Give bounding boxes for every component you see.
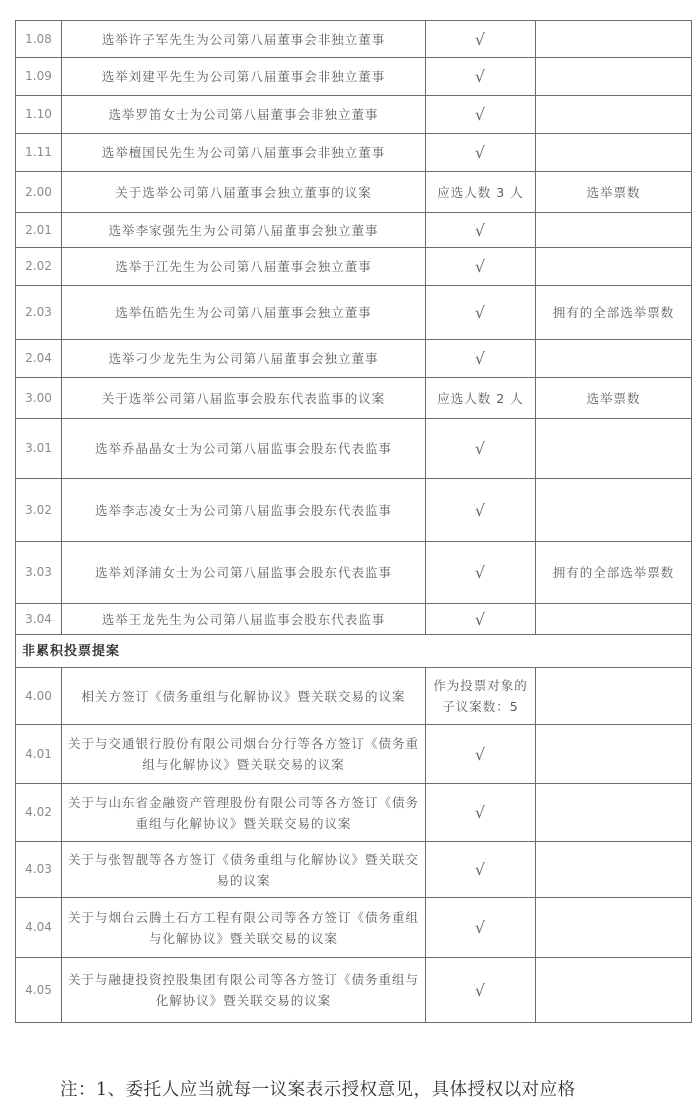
- proposal-name: 关于选举公司第八届监事会股东代表监事的议案: [62, 378, 426, 419]
- check-mark: √: [426, 213, 536, 248]
- vote-count-cell: [536, 248, 692, 286]
- proposal-table: [15, 20, 692, 1023]
- check-mark: √: [426, 479, 536, 542]
- proposal-number: 4.01: [16, 725, 62, 784]
- proposal-row: [16, 21, 692, 58]
- proposal-name: 选举伍皓先生为公司第八届董事会独立董事: [62, 286, 426, 340]
- proposal-name: 关于与融捷投资控股集团有限公司等各方签订《债务重组与化解协议》暨关联交易的议案: [62, 958, 426, 1023]
- proposal-number: 2.04: [16, 340, 62, 378]
- proposal-name: 选举刁少龙先生为公司第八届董事会独立董事: [62, 340, 426, 378]
- vote-count-cell: [536, 134, 692, 172]
- proposal-name: 选举李志凌女士为公司第八届监事会股东代表监事: [62, 479, 426, 542]
- proposal-name: 关于选举公司第八届董事会独立董事的议案: [62, 172, 426, 213]
- proposal-row: [16, 286, 692, 340]
- proposal-number: 1.09: [16, 58, 62, 96]
- proposal-name: 选举檀国民先生为公司第八届董事会非独立董事: [62, 134, 426, 172]
- proposal-name: 关于与烟台云腾土石方工程有限公司等各方签订《债务重组与化解协议》暨关联交易的议案: [62, 898, 426, 958]
- proposal-row: [16, 668, 692, 725]
- proposal-name: 关于与山东省金融资产管理股份有限公司等各方签订《债务重组与化解协议》暨关联交易的议案: [62, 784, 426, 842]
- check-mark: √: [426, 842, 536, 898]
- proposal-name: 选举刘泽浦女士为公司第八届监事会股东代表监事: [62, 542, 426, 604]
- proposal-number: 3.02: [16, 479, 62, 542]
- proposal-number: 3.04: [16, 604, 62, 635]
- proposal-name: 相关方签订《债务重组与化解协议》暨关联交易的议案: [62, 668, 426, 725]
- proposal-row: [16, 725, 692, 784]
- vote-count-cell: [536, 898, 692, 958]
- vote-count-cell: 选举票数: [536, 378, 692, 419]
- proposal-row: [16, 96, 692, 134]
- proposal-number: 2.01: [16, 213, 62, 248]
- proposal-number: 2.03: [16, 286, 62, 340]
- proposal-name: 关于与张智靓等各方签订《债务重组与化解协议》暨关联交易的议案: [62, 842, 426, 898]
- proposal-number: 4.04: [16, 898, 62, 958]
- vote-count-cell: [536, 842, 692, 898]
- vote-count-cell: [536, 668, 692, 725]
- check-mark: √: [426, 784, 536, 842]
- footnote: 注：1、委托人应当就每一议案表示授权意见，具体授权以对应格: [60, 1080, 576, 1100]
- proposal-number: 4.05: [16, 958, 62, 1023]
- check-mark: √: [426, 96, 536, 134]
- check-mark: √: [426, 58, 536, 96]
- vote-count-cell: 选举票数: [536, 172, 692, 213]
- proposal-name: 关于与交通银行股份有限公司烟台分行等各方签订《债务重组与化解协议》暨关联交易的议案: [62, 725, 426, 784]
- proposal-row: [16, 842, 692, 898]
- vote-count-cell: 拥有的全部选举票数: [536, 542, 692, 604]
- proposal-name: 选举罗笛女士为公司第八届董事会非独立董事: [62, 96, 426, 134]
- vote-count-cell: [536, 340, 692, 378]
- vote-count-cell: [536, 213, 692, 248]
- proposal-row: [16, 419, 692, 479]
- proposal-name: 选举许子军先生为公司第八届董事会非独立董事: [62, 21, 426, 58]
- vote-count-cell: [536, 958, 692, 1023]
- check-mark: √: [426, 340, 536, 378]
- check-mark: √: [426, 419, 536, 479]
- vote-count-cell: [536, 479, 692, 542]
- check-mark: √: [426, 542, 536, 604]
- proposal-number: 4.00: [16, 668, 62, 725]
- proposal-name: 选举刘建平先生为公司第八届董事会非独立董事: [62, 58, 426, 96]
- proposal-row: [16, 134, 692, 172]
- proposal-row: [16, 340, 692, 378]
- proposal-row: [16, 958, 692, 1023]
- proposal-row: [16, 542, 692, 604]
- section-label: 非累积投票提案: [16, 635, 692, 668]
- check-mark: √: [426, 286, 536, 340]
- proposal-row: [16, 604, 692, 635]
- proposal-number: 1.11: [16, 134, 62, 172]
- proposal-row: [16, 378, 692, 419]
- proposal-row: [16, 898, 692, 958]
- check-mark: √: [426, 134, 536, 172]
- candidate-count: 作为投票对象的子议案数：5: [426, 668, 536, 725]
- check-mark: √: [426, 604, 536, 635]
- proposal-row: [16, 58, 692, 96]
- proposal-row: [16, 784, 692, 842]
- proposal-name: 选举乔晶晶女士为公司第八届监事会股东代表监事: [62, 419, 426, 479]
- check-mark: √: [426, 725, 536, 784]
- proposal-number: 3.01: [16, 419, 62, 479]
- proposal-number: 1.10: [16, 96, 62, 134]
- proposal-number: 4.02: [16, 784, 62, 842]
- candidate-count: 应选人数 3 人: [426, 172, 536, 213]
- vote-count-cell: [536, 725, 692, 784]
- proposal-name: 选举李家强先生为公司第八届董事会独立董事: [62, 213, 426, 248]
- proposal-number: 3.00: [16, 378, 62, 419]
- proposal-number: 2.02: [16, 248, 62, 286]
- check-mark: √: [426, 248, 536, 286]
- candidate-count: 应选人数 2 人: [426, 378, 536, 419]
- proposal-number: 4.03: [16, 842, 62, 898]
- proposal-number: 1.08: [16, 21, 62, 58]
- proposal-name: 选举王龙先生为公司第八届监事会股东代表监事: [62, 604, 426, 635]
- vote-count-cell: [536, 784, 692, 842]
- vote-count-cell: [536, 604, 692, 635]
- proposal-number: 3.03: [16, 542, 62, 604]
- proposal-row: [16, 248, 692, 286]
- check-mark: √: [426, 21, 536, 58]
- proposal-name: 选举于江先生为公司第八届董事会独立董事: [62, 248, 426, 286]
- check-mark: √: [426, 958, 536, 1023]
- proposal-row: [16, 213, 692, 248]
- vote-count-cell: [536, 96, 692, 134]
- section-row: [16, 635, 692, 668]
- vote-count-cell: 拥有的全部选举票数: [536, 286, 692, 340]
- vote-count-cell: [536, 58, 692, 96]
- proposal-row: [16, 479, 692, 542]
- vote-count-cell: [536, 21, 692, 58]
- check-mark: √: [426, 898, 536, 958]
- vote-count-cell: [536, 419, 692, 479]
- proposal-row: [16, 172, 692, 213]
- proposal-number: 2.00: [16, 172, 62, 213]
